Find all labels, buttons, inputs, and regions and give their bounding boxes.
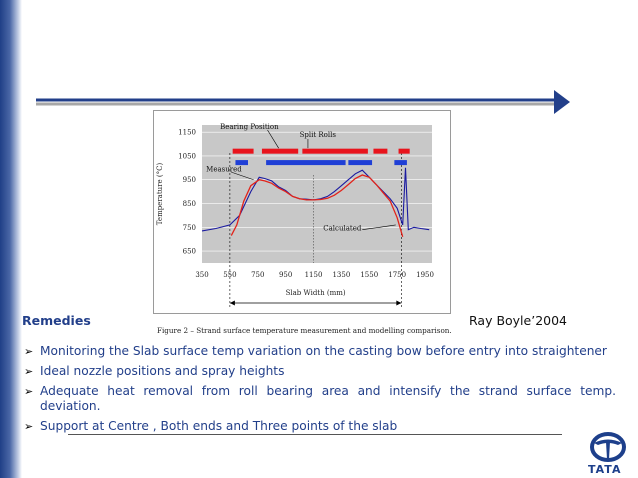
y-tick-label: 1150: [178, 128, 196, 137]
annotation-measured: Measured: [206, 165, 242, 174]
tata-logo-icon: [584, 432, 632, 464]
x-tick-label: 550: [223, 271, 237, 279]
y-tick-label: 650: [182, 247, 196, 256]
bearing-position-bar: [302, 149, 368, 154]
bearing-position-bar: [233, 149, 254, 154]
figure-frame: [153, 110, 451, 314]
arrow-bullet-icon: ➢: [24, 345, 34, 358]
y-tick-label: 850: [182, 200, 196, 209]
author-credit: Ray Boyle’2004: [469, 313, 568, 328]
x-tick-label: 350: [195, 271, 209, 279]
arrowhead-left: [230, 301, 235, 306]
split-roll-bar: [235, 160, 248, 165]
figure-caption: Figure 2 – Strand surface temperature measurement and modelling comparison.: [157, 326, 452, 335]
divider-line: [68, 434, 562, 435]
left-decorative-band: [0, 0, 22, 478]
plot-area: [202, 125, 432, 263]
x-tick-label: 1550: [360, 271, 379, 279]
x-tick-label: 1750: [388, 271, 407, 279]
list-item-text: Adequate heat removal from roll bearing area and intensify the strand surface temp. deviation.: [40, 384, 616, 413]
list-item: [22, 384, 616, 414]
arrow-bullet-icon: ➢: [24, 365, 34, 378]
annotation-split-rolls: Split Rolls: [299, 131, 336, 139]
logo-wordmark: TATA: [588, 463, 622, 476]
list-item-text: Ideal nozzle positions and spray heights: [40, 364, 285, 378]
list-item: [22, 419, 616, 434]
bearing-position-bar: [399, 149, 410, 154]
y-axis-label: Temperature (°C): [156, 162, 164, 226]
x-tick-label: 950: [278, 271, 293, 279]
remedies-list: [22, 344, 616, 439]
y-tick-label: 1050: [178, 152, 196, 161]
arrowhead-right: [396, 301, 401, 306]
bearing-position-bar: [373, 149, 387, 154]
x-axis-label: Slab Width (mm): [285, 289, 346, 297]
remedies-heading: Remedies: [22, 313, 91, 328]
x-tick-label: 1950: [416, 271, 434, 279]
annotation-bearing-position: Bearing Position: [220, 123, 279, 131]
arrow-bullet-icon: ➢: [24, 420, 34, 433]
x-tick-label: 1350: [332, 271, 351, 279]
list-item-text: Support at Centre , Both ends and Three points of the slab: [40, 419, 398, 433]
split-roll-bar: [266, 160, 345, 165]
x-tick-label: 1150: [304, 271, 323, 279]
y-tick-label: 950: [182, 176, 196, 185]
temperature-chart: [154, 111, 450, 313]
list-item: [22, 344, 616, 359]
bearing-position-bar: [262, 149, 298, 154]
split-roll-bar: [394, 160, 407, 165]
x-tick-label: 750: [251, 271, 265, 279]
arrow-bullet-icon: ➢: [24, 385, 34, 398]
split-roll-bar: [348, 160, 372, 165]
list-item: [22, 364, 616, 379]
y-tick-label: 750: [182, 223, 196, 232]
list-item-text: Monitoring the Slab surface temp variation on the casting bow before entry into straightener: [40, 344, 607, 358]
annotation-calculated: Calculated: [323, 224, 362, 233]
